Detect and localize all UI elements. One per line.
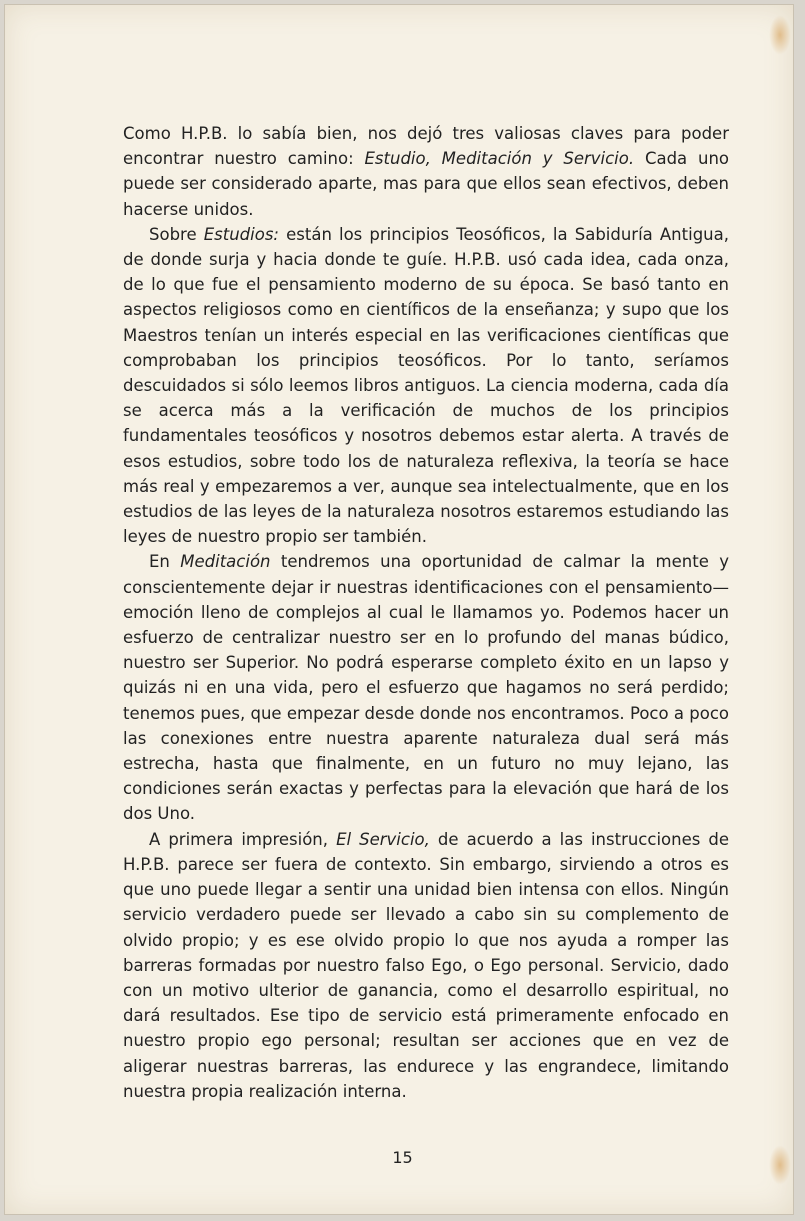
italic-term: El Servicio, xyxy=(336,829,430,849)
paragraph-text: A primera impresión, xyxy=(149,829,337,849)
page-stain xyxy=(769,15,791,55)
paragraph-text: Como H.P.B. lo sabía bien, nos dejó tres valiosas claves para poder encontrar nuestro camino: xyxy=(123,124,729,169)
paragraph-text: Sobre xyxy=(149,224,204,244)
paragraph xyxy=(123,121,729,222)
paragraph xyxy=(123,549,729,826)
italic-term: Meditación xyxy=(180,552,271,572)
italic-term: Estudios: xyxy=(203,224,279,244)
paragraph xyxy=(123,222,729,550)
paragraph-text: de acuerdo a las instrucciones de H.P.B. parece ser fuera de contexto. Sin embargo, sirviendo a otros es que uno puede llegar a sentir una unidad bien intensa con ellos. Ningún servicio verdadero puede ser llevado a cabo sin su complemento de olvido propio; y es ese olvido propio lo que nos ayuda a romper las barreras formadas por nuestro falso Ego, o Ego personal. Servicio, dado con un motivo ulterior de ganancia, como el desarrollo espiritual, no dará resultados. Ese tipo de servicio está primeramente enfocado en nuestro propio ego personal; resultan ser acciones que en vez de aligerar nuestras barreras, las endurece y las engrandece, limitando nuestra propia realización interna. xyxy=(123,829,729,1101)
body-text xyxy=(123,121,729,1104)
page-number: 15 xyxy=(392,1148,413,1167)
paragraph-text: tendremos una oportunidad de calmar la mente y conscientemente dejar ir nuestras identificaciones con el pensamiento—emoción lleno de complejos al cual le llamamos yo. Podemos hacer un esfuerzo de centralizar nuestro ser en lo profundo del manas búdico, nuestro ser Superior. No podrá esperarse completo éxito en un lapso y quizás ni en una vida, pero el esfuerzo que hagamos no será perdido; tenemos pues, que empezar desde donde nos encontramos. Poco a poco las conexiones entre nuestra aparente naturaleza dual será más estrecha, hasta que finalmente, en un futuro no muy lejano, las condiciones serán exactas y perfectas para la elevación que hará de los dos Uno. xyxy=(123,552,729,824)
paragraph-text: están los principios Teosóficos, la Sabiduría Antigua, de donde surja y hacia donde te guíe. H.P.B. usó cada idea, cada onza, de lo que fue el pensamiento moderno de su época. Se basó tanto en aspectos religiosos como en científicos de la enseñanza; y supo que los Maestros tenían un interés especial en las verificaciones científicas que comprobaban los principios teosóficos. Por lo tanto, seríamos descuidados si sólo leemos libros antiguos. La ciencia moderna, cada día se acerca más a la verificación de muchos de los principios fundamentales teosóficos y nosotros debemos estar alerta. A través de esos estudios, sobre todo los de naturaleza reflexiva, la teoría se hace más real y empezaremos a ver, aunque sea intelectualmente, que en los estudios de las leyes de la naturaleza nosotros estaremos estudiando las leyes de nuestro propio ser también. xyxy=(123,224,729,547)
paragraph-text: Cada uno puede ser considerado aparte, mas para que ellos sean efectivos, deben hacerse unidos. xyxy=(123,149,730,219)
paragraph xyxy=(123,827,729,1104)
italic-term: Estudio, Meditación y Servicio. xyxy=(364,149,635,169)
paragraph-text: En xyxy=(149,552,181,572)
